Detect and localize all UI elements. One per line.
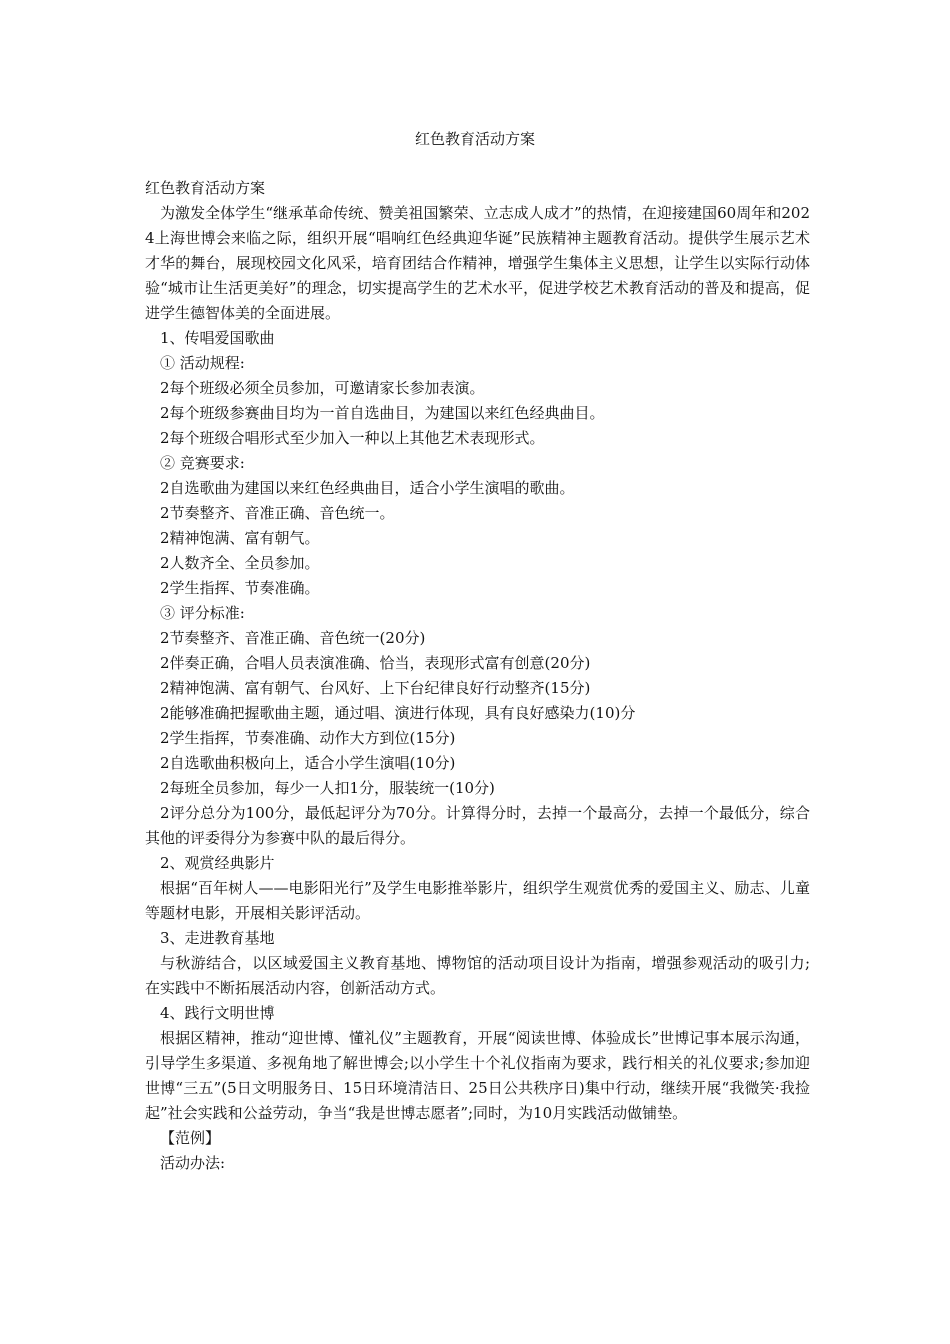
paragraph: ② 竞赛要求: [160, 454, 245, 472]
document-body [145, 176, 810, 1176]
paragraph: 为激发全体学生“继承革命传统、赞美祖国繁荣、立志成人成才”的热情，在迎接建国60周年和2024上海世博会来临之际，组织开展“唱响红色经典迎华诞”民族精神主题教育活动。提供学生展示艺术才华的舞台，展现校园文化风采，培育团结合作精神，增强学生集体主义思想，让学生以实际行动体验“城市让生活更美好”的理念，切实提高学生的艺术水平，促进学校艺术教育活动的普及和提高，促进学生德智体美的全面进展。 [145, 204, 810, 322]
paragraph: 4、践行文明世博 [160, 1004, 275, 1022]
paragraph: 3、走进教育基地 [160, 929, 275, 947]
paragraph: 根据区精神，推动“迎世博、懂礼仪”主题教育，开展“阅读世博、体验成长”世博记事本展示沟通，引导学生多渠道、多视角地了解世博会;以小学生十个礼仪指南为要求，践行相关的礼仪要求;参加迎世博“三五”(5日文明服务日、15日环境清洁日、25日公共秩序日)集中行动，继续开展“我微笑·我捡起”社会实践和公益劳动，争当“我是世博志愿者”;同时，为10月实践活动做铺垫。 [145, 1029, 810, 1122]
paragraph: 【范例】 [160, 1129, 221, 1147]
paragraph: 2评分总分为100分，最低起评分为70分。计算得分时，去掉一个最高分，去掉一个最低分，综合其他的评委得分为参赛中队的最后得分。 [145, 804, 810, 847]
paragraph: 根据“百年树人——电影阳光行”及学生电影推举影片，组织学生观赏优秀的爱国主义、励志、儿童等题材电影，开展相关影评活动。 [145, 879, 810, 922]
paragraph: 2自选歌曲为建国以来红色经典曲目，适合小学生演唱的歌曲。 [160, 479, 575, 497]
paragraph: 2精神饱满、富有朝气。 [160, 529, 320, 547]
paragraph: 2精神饱满、富有朝气、台风好、上下台纪律良好行动整齐(15分) [160, 679, 591, 697]
paragraph: 2能够准确把握歌曲主题，通过唱、演进行体现，具有良好感染力(10)分 [160, 704, 636, 722]
paragraph: 2每个班级必须全员参加，可邀请家长参加表演。 [160, 379, 485, 397]
paragraph: 1、传唱爱国歌曲 [160, 329, 275, 347]
paragraph: 2自选歌曲积极向上，适合小学生演唱(10分) [160, 754, 456, 772]
document-title: 红色教育活动方案 [414, 130, 535, 148]
paragraph: 2学生指挥、节奏准确。 [160, 579, 320, 597]
paragraph: 2节奏整齐、音准正确、音色统一。 [160, 504, 395, 522]
paragraph: ① 活动规程: [160, 354, 245, 372]
paragraph: 2每个班级参赛曲目均为一首自选曲目，为建国以来红色经典曲目。 [160, 404, 605, 422]
paragraph: 2每个班级合唱形式至少加入一种以上其他艺术表现形式。 [160, 429, 545, 447]
paragraph: 2人数齐全、全员参加。 [160, 554, 320, 572]
paragraph: 2、观赏经典影片 [160, 854, 275, 872]
paragraph: 2伴奏正确，合唱人员表演准确、恰当，表现形式富有创意(20分) [160, 654, 591, 672]
paragraph: ③ 评分标准: [160, 604, 245, 622]
paragraph: 2学生指挥，节奏准确、动作大方到位(15分) [160, 729, 456, 747]
document-heading: 红色教育活动方案 [145, 179, 266, 197]
paragraph: 2节奏整齐、音准正确、音色统一(20分) [160, 629, 426, 647]
paragraph: 活动办法: [160, 1154, 226, 1172]
paragraph: 2每班全员参加，每少一人扣1分，服装统一(10分) [160, 779, 495, 797]
paragraph: 与秋游结合，以区域爱国主义教育基地、博物馆的活动项目设计为指南，增强参观活动的吸引力;在实践中不断拓展活动内容，创新活动方式。 [145, 954, 810, 997]
